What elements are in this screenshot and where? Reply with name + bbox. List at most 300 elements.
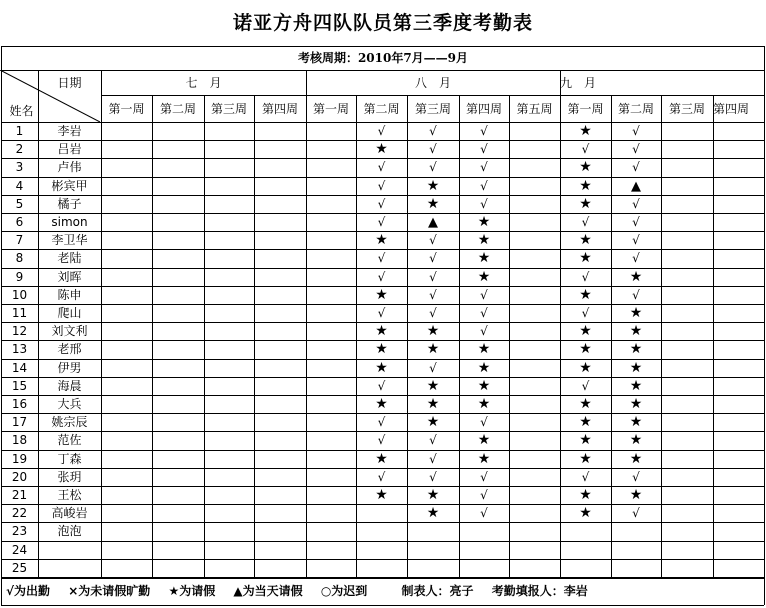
row-number: 3 — [15, 160, 24, 174]
attendance-mark — [306, 378, 356, 395]
name-label: 姓名 — [9, 104, 34, 118]
attendance-mark: ★ — [426, 323, 440, 339]
right-border — [764, 46, 765, 605]
attendance-mark: √ — [480, 179, 488, 193]
member-name: 高峻岩 — [51, 506, 88, 520]
attendance-mark — [560, 542, 611, 559]
attendance-mark — [152, 523, 204, 540]
attendance-mark — [306, 451, 356, 468]
attendance-mark — [509, 214, 560, 231]
attendance-mark — [101, 232, 152, 249]
attendance-mark: √ — [632, 197, 640, 211]
attendance-mark: ★ — [477, 214, 491, 230]
attendance-mark: ★ — [629, 360, 643, 376]
attendance-mark — [101, 542, 152, 559]
attendance-mark — [611, 560, 661, 577]
attendance-mark — [509, 123, 560, 140]
attendance-mark — [509, 360, 560, 377]
week-label: 第四周 — [713, 102, 750, 116]
week-label: 第五周 — [516, 102, 553, 116]
attendance-mark — [101, 560, 152, 577]
attendance-mark — [101, 250, 152, 267]
attendance-mark: √ — [377, 415, 386, 429]
attendance-mark — [152, 560, 204, 577]
filled-by: 考勤填报人：李岩 — [491, 584, 588, 598]
attendance-mark: √ — [377, 179, 386, 193]
attendance-mark: ★ — [579, 196, 592, 212]
attendance-mark — [661, 396, 713, 413]
member-name: 老邢 — [57, 342, 82, 356]
attendance-mark: √ — [429, 270, 437, 284]
row-number: 6 — [15, 215, 24, 229]
attendance-mark: √ — [632, 215, 640, 229]
attendance-mark — [204, 360, 254, 377]
attendance-mark: ★ — [579, 487, 592, 503]
attendance-mark — [152, 141, 204, 158]
attendance-mark — [306, 269, 356, 286]
attendance-mark — [254, 414, 306, 431]
attendance-mark — [306, 396, 356, 413]
attendance-mark — [101, 414, 152, 431]
attendance-mark: √ — [632, 288, 640, 302]
attendance-mark: ★ — [629, 378, 643, 394]
attendance-mark: ▲ — [631, 179, 641, 194]
attendance-mark: ★ — [426, 487, 440, 503]
attendance-mark — [661, 451, 713, 468]
attendance-mark — [661, 159, 713, 176]
attendance-mark — [611, 523, 661, 540]
attendance-mark — [254, 451, 306, 468]
attendance-mark: √ — [581, 215, 590, 229]
attendance-mark — [306, 360, 356, 377]
member-name: 张玥 — [57, 470, 82, 484]
legend-present: √为出勤 — [6, 584, 51, 598]
attendance-mark — [101, 123, 152, 140]
attendance-mark — [509, 560, 560, 577]
attendance-mark — [661, 123, 713, 140]
attendance-mark — [509, 542, 560, 559]
attendance-mark — [509, 287, 560, 304]
attendance-mark: √ — [581, 270, 590, 284]
member-name: 范佐 — [57, 433, 82, 447]
member-name: 丁森 — [57, 452, 82, 466]
member-name: 伊男 — [57, 361, 82, 375]
attendance-mark: √ — [632, 160, 640, 174]
attendance-mark: √ — [581, 470, 590, 484]
attendance-mark — [611, 542, 661, 559]
attendance-mark: ★ — [629, 432, 643, 448]
row-number: 1 — [15, 124, 24, 138]
member-name: 海晨 — [57, 379, 82, 393]
attendance-mark — [204, 378, 254, 395]
attendance-mark — [101, 378, 152, 395]
attendance-mark: √ — [632, 142, 640, 156]
legend-same-day-leave: ▲为当天请假 — [233, 584, 303, 598]
attendance-mark — [306, 523, 356, 540]
attendance-mark — [356, 505, 407, 522]
attendance-mark — [152, 487, 204, 504]
attendance-mark: √ — [480, 324, 488, 338]
attendance-mark — [306, 542, 356, 559]
attendance-mark: √ — [377, 470, 386, 484]
attendance-mark — [101, 323, 152, 340]
attendance-mark — [204, 287, 254, 304]
member-name: 卢伟 — [57, 160, 82, 174]
attendance-mark — [152, 542, 204, 559]
attendance-mark — [101, 396, 152, 413]
attendance-mark — [254, 323, 306, 340]
attendance-mark: √ — [632, 506, 640, 520]
attendance-mark — [509, 250, 560, 267]
legend-bottom-border — [1, 605, 764, 606]
attendance-mark — [509, 487, 560, 504]
attendance-mark: √ — [480, 288, 488, 302]
attendance-mark — [152, 505, 204, 522]
attendance-mark: √ — [429, 142, 437, 156]
attendance-mark: ★ — [375, 360, 388, 376]
row-number: 4 — [15, 179, 24, 193]
attendance-mark — [459, 542, 509, 559]
week-label: 第一周 — [312, 102, 349, 116]
attendance-mark: √ — [429, 288, 437, 302]
attendance-mark — [152, 378, 204, 395]
attendance-mark — [204, 305, 254, 322]
attendance-mark — [509, 341, 560, 358]
attendance-mark — [152, 196, 204, 213]
attendance-mark — [661, 505, 713, 522]
attendance-mark — [306, 487, 356, 504]
attendance-mark: √ — [480, 470, 488, 484]
attendance-mark — [509, 523, 560, 540]
attendance-mark: ★ — [426, 414, 440, 430]
attendance-mark — [204, 451, 254, 468]
attendance-mark: √ — [480, 124, 488, 138]
attendance-mark — [204, 269, 254, 286]
attendance-mark — [152, 287, 204, 304]
attendance-mark — [152, 414, 204, 431]
attendance-mark — [254, 469, 306, 486]
attendance-mark: ★ — [426, 341, 440, 357]
attendance-mark — [204, 250, 254, 267]
attendance-mark: √ — [480, 415, 488, 429]
attendance-mark: ★ — [477, 250, 491, 266]
attendance-mark — [254, 214, 306, 231]
attendance-mark: ★ — [477, 232, 491, 248]
attendance-mark: ★ — [629, 396, 643, 412]
attendance-mark: ★ — [579, 250, 592, 266]
attendance-mark: √ — [632, 233, 640, 247]
attendance-mark: √ — [581, 379, 590, 393]
attendance-mark — [254, 305, 306, 322]
sheet-title: 诺亚方舟四队队员第三季度考勤表 — [232, 12, 533, 34]
attendance-mark — [204, 196, 254, 213]
attendance-mark — [661, 250, 713, 267]
row-number: 2 — [15, 142, 24, 156]
attendance-mark — [661, 432, 713, 449]
week-label: 第三周 — [210, 102, 247, 116]
month-label: 八 月 — [414, 76, 451, 90]
week-label: 第三周 — [414, 102, 451, 116]
attendance-mark — [661, 341, 713, 358]
week-label: 第二周 — [159, 102, 196, 116]
attendance-mark — [509, 432, 560, 449]
attendance-mark — [661, 269, 713, 286]
attendance-mark: ★ — [579, 451, 592, 467]
attendance-mark: √ — [429, 233, 437, 247]
attendance-mark: √ — [581, 142, 590, 156]
legend-late: ○为迟到 — [320, 584, 368, 598]
attendance-mark: ★ — [375, 287, 388, 303]
attendance-mark: √ — [377, 215, 386, 229]
member-name: 刘文利 — [51, 324, 88, 338]
attendance-mark — [254, 250, 306, 267]
attendance-mark — [101, 305, 152, 322]
attendance-mark — [152, 432, 204, 449]
attendance-mark: ★ — [629, 305, 643, 321]
attendance-mark: ★ — [477, 396, 491, 412]
attendance-mark — [306, 432, 356, 449]
attendance-mark: √ — [429, 433, 437, 447]
week-label: 第一周 — [108, 102, 145, 116]
attendance-mark — [459, 560, 509, 577]
row-number: 7 — [15, 233, 24, 247]
attendance-mark — [204, 414, 254, 431]
row-number: 17 — [11, 415, 28, 429]
attendance-mark — [101, 469, 152, 486]
member-name: 彬宾甲 — [51, 179, 88, 193]
member-name: 泡泡 — [57, 524, 82, 538]
attendance-mark: √ — [429, 251, 437, 265]
attendance-mark: √ — [632, 251, 640, 265]
attendance-mark — [306, 159, 356, 176]
period-top-border — [1, 46, 764, 47]
attendance-mark — [509, 305, 560, 322]
attendance-mark: ★ — [629, 269, 643, 285]
row-number: 20 — [11, 470, 28, 484]
attendance-mark — [560, 560, 611, 577]
attendance-mark: ★ — [426, 178, 440, 194]
attendance-mark — [101, 432, 152, 449]
attendance-mark — [101, 214, 152, 231]
member-name: 橘子 — [57, 197, 82, 211]
attendance-mark — [254, 360, 306, 377]
member-name: simon — [51, 215, 88, 229]
legend — [6, 578, 602, 604]
legend-absent: ×为未请假旷勤 — [68, 584, 151, 598]
attendance-mark — [254, 269, 306, 286]
week-label: 第四周 — [261, 102, 298, 116]
attendance-mark: √ — [377, 379, 386, 393]
attendance-mark: ★ — [375, 232, 388, 248]
attendance-mark — [101, 341, 152, 358]
attendance-mark — [204, 159, 254, 176]
attendance-mark — [661, 487, 713, 504]
attendance-mark — [661, 414, 713, 431]
attendance-mark: ★ — [477, 432, 491, 448]
row-number: 10 — [11, 288, 28, 302]
attendance-mark — [204, 214, 254, 231]
attendance-mark — [306, 287, 356, 304]
attendance-mark: √ — [377, 124, 386, 138]
attendance-mark — [661, 323, 713, 340]
attendance-mark: ★ — [579, 341, 592, 357]
member-name: 李岩 — [57, 124, 82, 138]
attendance-mark: √ — [429, 452, 437, 466]
attendance-mark — [254, 159, 306, 176]
attendance-mark — [152, 396, 204, 413]
attendance-mark: ★ — [375, 451, 388, 467]
attendance-mark: √ — [480, 197, 488, 211]
week-label: 第四周 — [465, 102, 502, 116]
attendance-mark — [101, 141, 152, 158]
row-number: 25 — [11, 561, 28, 575]
week-label: 第二周 — [617, 102, 654, 116]
attendance-mark — [509, 396, 560, 413]
attendance-mark: ★ — [629, 487, 643, 503]
attendance-mark: √ — [377, 270, 386, 284]
attendance-mark — [204, 323, 254, 340]
attendance-mark: ★ — [579, 505, 592, 521]
attendance-mark — [356, 542, 407, 559]
row-number: 23 — [11, 524, 28, 538]
attendance-mark — [152, 250, 204, 267]
row-number: 5 — [15, 197, 24, 211]
attendance-mark: ★ — [579, 432, 592, 448]
attendance-mark: √ — [377, 433, 386, 447]
attendance-mark — [661, 287, 713, 304]
row-number: 13 — [11, 342, 28, 356]
row-number: 14 — [11, 361, 28, 375]
attendance-mark — [254, 505, 306, 522]
attendance-mark — [204, 487, 254, 504]
attendance-mark: √ — [581, 306, 590, 320]
member-name: 吕岩 — [57, 142, 82, 156]
attendance-mark — [509, 378, 560, 395]
attendance-mark — [204, 432, 254, 449]
attendance-mark — [101, 505, 152, 522]
legend-leave: ★为请假 — [168, 584, 216, 598]
month-label: 七 月 — [185, 76, 222, 90]
attendance-mark — [254, 232, 306, 249]
attendance-mark: ★ — [477, 341, 491, 357]
attendance-mark — [204, 505, 254, 522]
attendance-mark — [152, 232, 204, 249]
row-number: 15 — [11, 379, 28, 393]
attendance-mark: √ — [429, 470, 437, 484]
attendance-mark — [204, 141, 254, 158]
attendance-mark — [509, 414, 560, 431]
row-number: 19 — [11, 452, 28, 466]
attendance-mark: √ — [632, 470, 640, 484]
attendance-mark — [152, 305, 204, 322]
row-number: 24 — [11, 543, 28, 557]
month-label: 九 月 — [560, 76, 597, 90]
attendance-mark — [306, 214, 356, 231]
attendance-mark: √ — [632, 124, 640, 138]
attendance-mark: ★ — [629, 323, 643, 339]
attendance-mark — [661, 196, 713, 213]
date-label: 日期 — [57, 76, 82, 90]
row-number: 12 — [11, 324, 28, 338]
assessment-period: 考核周期：2010年7月——9月 — [297, 51, 469, 65]
attendance-mark — [306, 250, 356, 267]
attendance-mark — [152, 159, 204, 176]
attendance-mark — [306, 414, 356, 431]
attendance-mark — [509, 178, 560, 195]
attendance-mark — [661, 305, 713, 322]
attendance-mark: ★ — [579, 323, 592, 339]
attendance-mark — [204, 232, 254, 249]
attendance-mark: √ — [429, 124, 437, 138]
attendance-mark: ★ — [375, 141, 388, 157]
attendance-mark — [306, 323, 356, 340]
attendance-mark — [101, 178, 152, 195]
attendance-mark: ▲ — [428, 215, 438, 230]
attendance-mark — [509, 232, 560, 249]
row-number: 21 — [11, 488, 28, 502]
attendance-mark — [509, 451, 560, 468]
attendance-mark: ★ — [375, 323, 388, 339]
attendance-mark: ★ — [426, 505, 440, 521]
member-name: 王松 — [57, 488, 82, 502]
attendance-mark — [152, 360, 204, 377]
row-number: 8 — [15, 251, 24, 265]
attendance-mark — [306, 341, 356, 358]
member-name: 李卫华 — [51, 233, 88, 247]
attendance-mark — [254, 542, 306, 559]
attendance-mark — [152, 451, 204, 468]
attendance-mark: √ — [429, 160, 437, 174]
attendance-mark — [407, 523, 459, 540]
attendance-mark: √ — [377, 251, 386, 265]
attendance-mark — [204, 341, 254, 358]
attendance-mark — [204, 469, 254, 486]
attendance-mark: ★ — [375, 487, 388, 503]
member-name: 爬山 — [57, 306, 82, 320]
attendance-mark: ★ — [375, 341, 388, 357]
attendance-mark — [509, 159, 560, 176]
attendance-mark — [101, 487, 152, 504]
attendance-mark — [356, 560, 407, 577]
attendance-mark — [509, 141, 560, 158]
attendance-mark: ★ — [579, 123, 592, 139]
member-name: 姚宗辰 — [51, 415, 88, 429]
attendance-mark — [254, 178, 306, 195]
attendance-mark: ★ — [477, 451, 491, 467]
attendance-mark: √ — [377, 306, 386, 320]
attendance-mark — [254, 341, 306, 358]
attendance-mark — [152, 341, 204, 358]
attendance-mark — [661, 560, 713, 577]
attendance-mark — [306, 196, 356, 213]
attendance-mark — [306, 232, 356, 249]
attendance-mark — [254, 560, 306, 577]
attendance-mark — [306, 505, 356, 522]
attendance-mark — [306, 560, 356, 577]
attendance-mark — [509, 469, 560, 486]
attendance-mark — [661, 378, 713, 395]
attendance-mark — [254, 396, 306, 413]
attendance-mark: √ — [429, 306, 437, 320]
attendance-mark: ★ — [375, 396, 388, 412]
attendance-mark — [356, 523, 407, 540]
attendance-mark — [306, 141, 356, 158]
attendance-mark — [661, 232, 713, 249]
attendance-mark — [152, 123, 204, 140]
attendance-mark — [101, 451, 152, 468]
attendance-mark — [101, 269, 152, 286]
member-name — [38, 560, 101, 577]
